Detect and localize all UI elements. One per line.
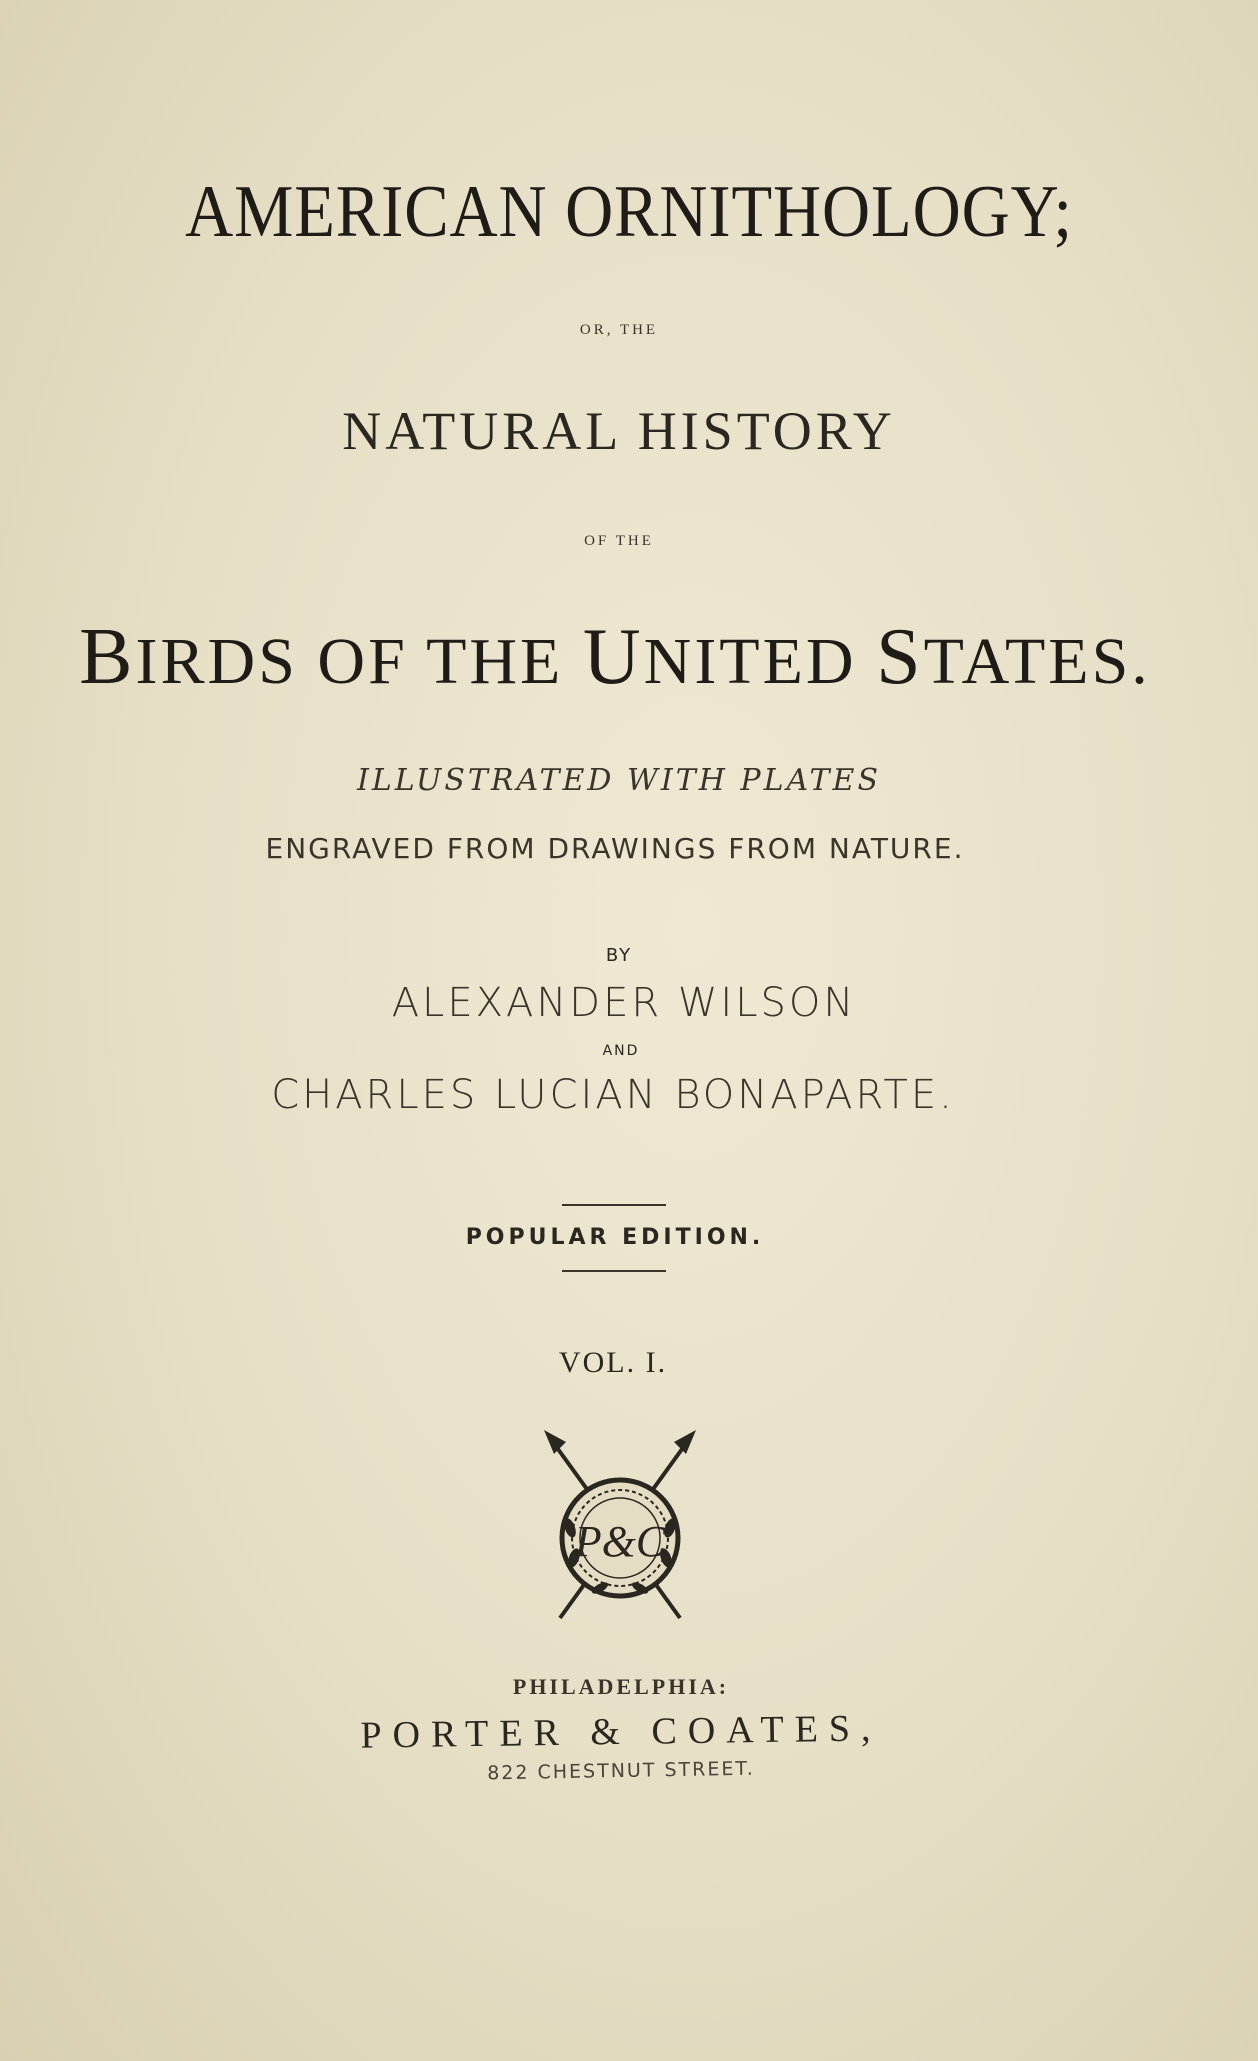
volume-label: VOL. I.: [558, 1346, 668, 1379]
connector-or-the: OR, THE: [579, 322, 659, 338]
subject-title: [0, 612, 1244, 703]
subject-cap-2: U: [582, 613, 644, 701]
edition-label: POPULAR EDITION.: [465, 1225, 765, 1250]
subject-rest-2: NITED: [643, 625, 877, 698]
subject-cap-3: S: [876, 613, 924, 701]
and-label: AND: [602, 1043, 640, 1059]
imprint-publisher: PORTER & COATES,: [360, 1707, 882, 1757]
main-title: AMERICAN ORNITHOLOGY;: [185, 171, 1073, 253]
imprint-city: PHILADELPHIA:: [512, 1674, 730, 1699]
author-wilson: ALEXANDER WILSON: [391, 980, 857, 1026]
publisher-monogram-emblem-icon: [540, 1428, 700, 1628]
author-bonaparte: CHARLES LUCIAN BONAPARTE.: [271, 1072, 955, 1118]
monogram-text: P&C: [574, 1517, 666, 1566]
subject-rest-3: TATES.: [923, 625, 1151, 698]
connector-of-the: OF THE: [584, 533, 654, 549]
illustrated-line: ILLUSTRATED WITH PLATES: [357, 763, 881, 798]
by-label: BY: [605, 945, 633, 966]
subject-rest-1: IRDS OF THE: [135, 625, 583, 698]
imprint-address: 822 CHESTNUT STREET.: [487, 1757, 755, 1785]
edition-rule-top: [562, 1204, 666, 1206]
subject-cap-1: B: [79, 613, 136, 701]
edition-rule-bottom: [562, 1270, 666, 1272]
engraved-line: ENGRAVED FROM DRAWINGS FROM NATURE.: [265, 832, 965, 865]
subtitle: NATURAL HISTORY: [342, 401, 896, 461]
